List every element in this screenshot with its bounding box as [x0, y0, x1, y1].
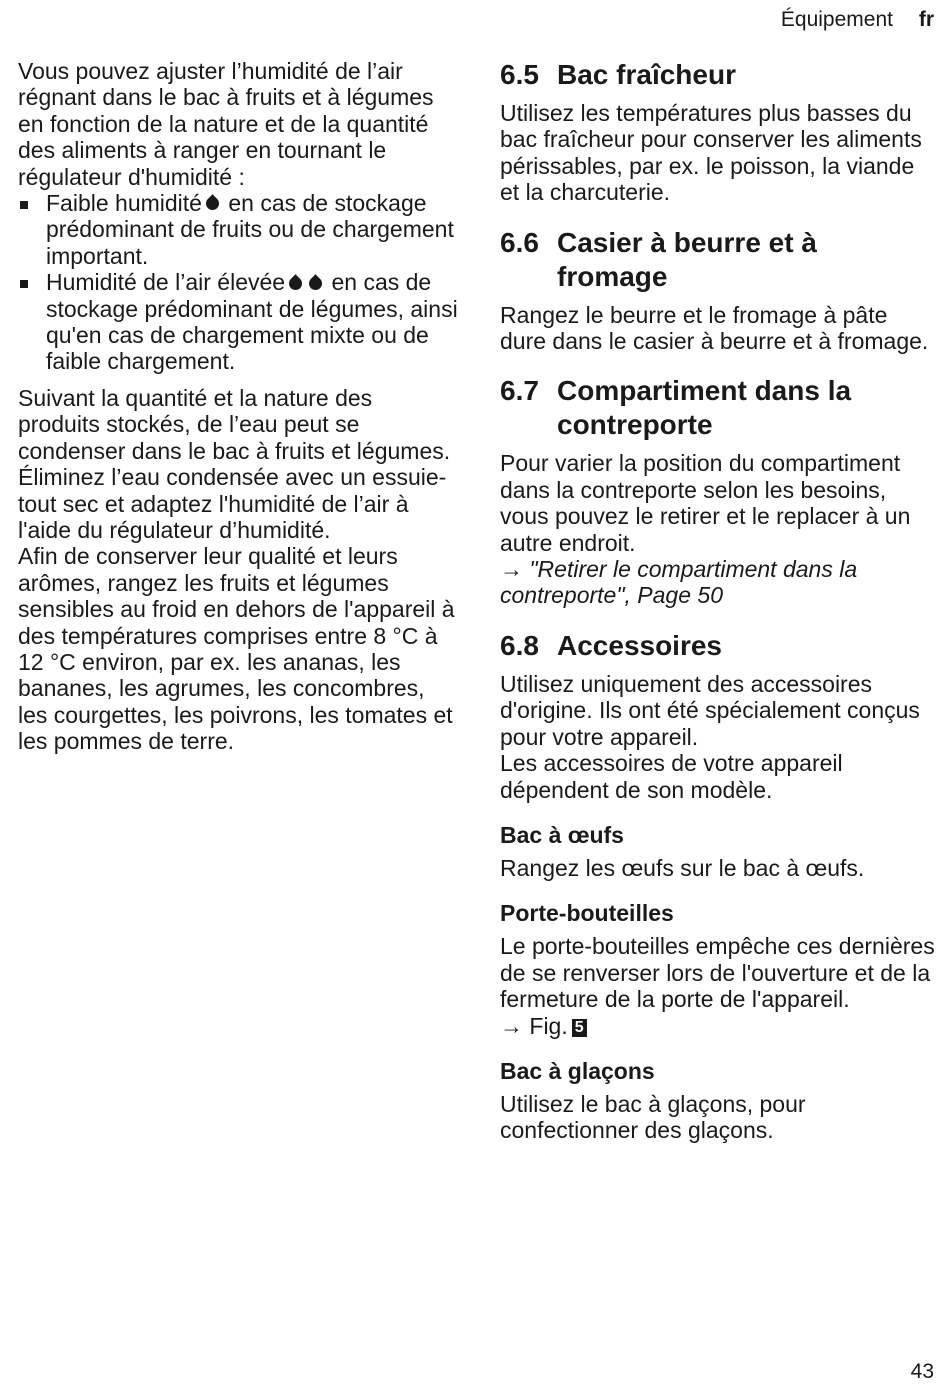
humidity-intro-paragraph: Vous pouvez ajuster l’humidité de l’air régnant dans le bac à fruits et à légumes en fonction de la nature et de la quantité des aliments à ranger en tournant le régulateur d'humidité : [18, 58, 434, 190]
list-item-text-end: en cas de stockage prédominant de fruits ou de chargement important. [46, 190, 454, 269]
right-column [500, 58, 935, 1144]
list-item-text-start: Faible humidité [46, 190, 202, 217]
condensation-removal-paragraph: Éliminez l’eau condensée avec un essuie-tout sec et adaptez l'humidité de l’air à l'aide du régulateur d’humidité. [18, 464, 447, 543]
list-item-text-end: en cas de stockage prédominant de légumes, ainsi qu'en cas de chargement mixte ou de faible chargement. [46, 269, 458, 375]
arrow-right-icon: → [500, 556, 523, 583]
running-header-section: Équipement [780, 8, 893, 31]
section-number: 6.6 [500, 226, 539, 258]
section-number: 6.7 [500, 375, 539, 407]
subheading-bottle-holder: Porte-bouteilles [500, 900, 674, 927]
water-drop-icon [203, 195, 221, 213]
section-text-6-8-models: Les accessoires de votre appareil dépendent de son modèle. [500, 750, 843, 803]
list-item [18, 190, 458, 269]
water-drop-icon [306, 274, 324, 292]
section-text-6-5: Utilisez les températures plus basses du bac fraîcheur pour conserver les aliments périssables, par ex. le poisson, la viande et la charcuterie. [500, 100, 922, 206]
water-drop-icon [286, 274, 304, 292]
section-title: Bac fraîcheur [557, 59, 736, 90]
section-heading-6-6 [500, 226, 935, 294]
cross-reference-link[interactable]: "Retirer le compartiment dans la contreporte", Page 50 [500, 556, 858, 609]
subheading-egg-tray: Bac à œufs [500, 821, 624, 848]
page-number: 43 [910, 1360, 934, 1383]
section-title: Casier à beurre et à fromage [557, 226, 817, 292]
section-number: 6.5 [500, 59, 539, 90]
section-text-6-6: Rangez le beurre et le fromage à pâte dure dans le casier à beurre et à fromage. [500, 301, 929, 355]
section-heading-6-7 [500, 374, 935, 442]
bullet-square-icon [20, 280, 28, 288]
storage-advice-paragraph: Afin de conserver leur qualité et leurs arômes, rangez les fruits et légumes sensibles au froid en dehors de l'appareil à des températures comprises entre 8 °C à 12 °C environ, par ex. les ananas, les bananes, les agrumes, les concombres, les courgettes, les poivrons, les tomates et les pommes de terre. [18, 543, 455, 755]
section-text-6-7: Pour varier la position du compartiment dans la contreporte selon les besoins, vous pouvez le retirer et le replacer à un autre endroit. [500, 450, 911, 556]
list-item-text-start: Humidité de l’air élevée [46, 269, 286, 296]
section-title: Compartiment dans la contreporte [557, 375, 852, 441]
humidity-list [18, 190, 458, 375]
section-text-6-8: Utilisez uniquement des accessoires d'origine. Ils ont été spécialement conçus pour votre appareil. [500, 670, 920, 750]
figure-link[interactable]: Fig. [529, 1012, 568, 1039]
list-item [18, 269, 458, 375]
section-title: Accessoires [557, 629, 723, 661]
section-number: 6.8 [500, 629, 539, 661]
condensation-paragraph: Suivant la quantité et la nature des produits stockés, de l’eau peut se condenser dans le bac à fruits et légumes. [18, 384, 451, 464]
figure-reference [500, 1013, 935, 1039]
bullet-square-icon [20, 201, 28, 209]
cross-reference [500, 556, 935, 609]
section-heading-6-8 [500, 629, 935, 663]
section-heading-6-5 [500, 58, 935, 92]
language-code: fr [918, 8, 934, 31]
subheading-ice-tray: Bac à glaçons [500, 1057, 655, 1084]
arrow-right-icon: → [500, 1012, 523, 1039]
figure-number-badge: 5 [572, 1019, 587, 1037]
page-header [781, 8, 934, 32]
left-column [18, 58, 458, 755]
ice-tray-text: Utilisez le bac à glaçons, pour confectionner des glaçons. [500, 1090, 806, 1144]
egg-tray-text: Rangez les œufs sur le bac à œufs. [500, 854, 865, 881]
bottle-holder-text: Le porte-bouteilles empêche ces dernières de se renverser lors de l'ouverture et de la fermeture de la porte de l'appareil. [500, 933, 935, 1013]
